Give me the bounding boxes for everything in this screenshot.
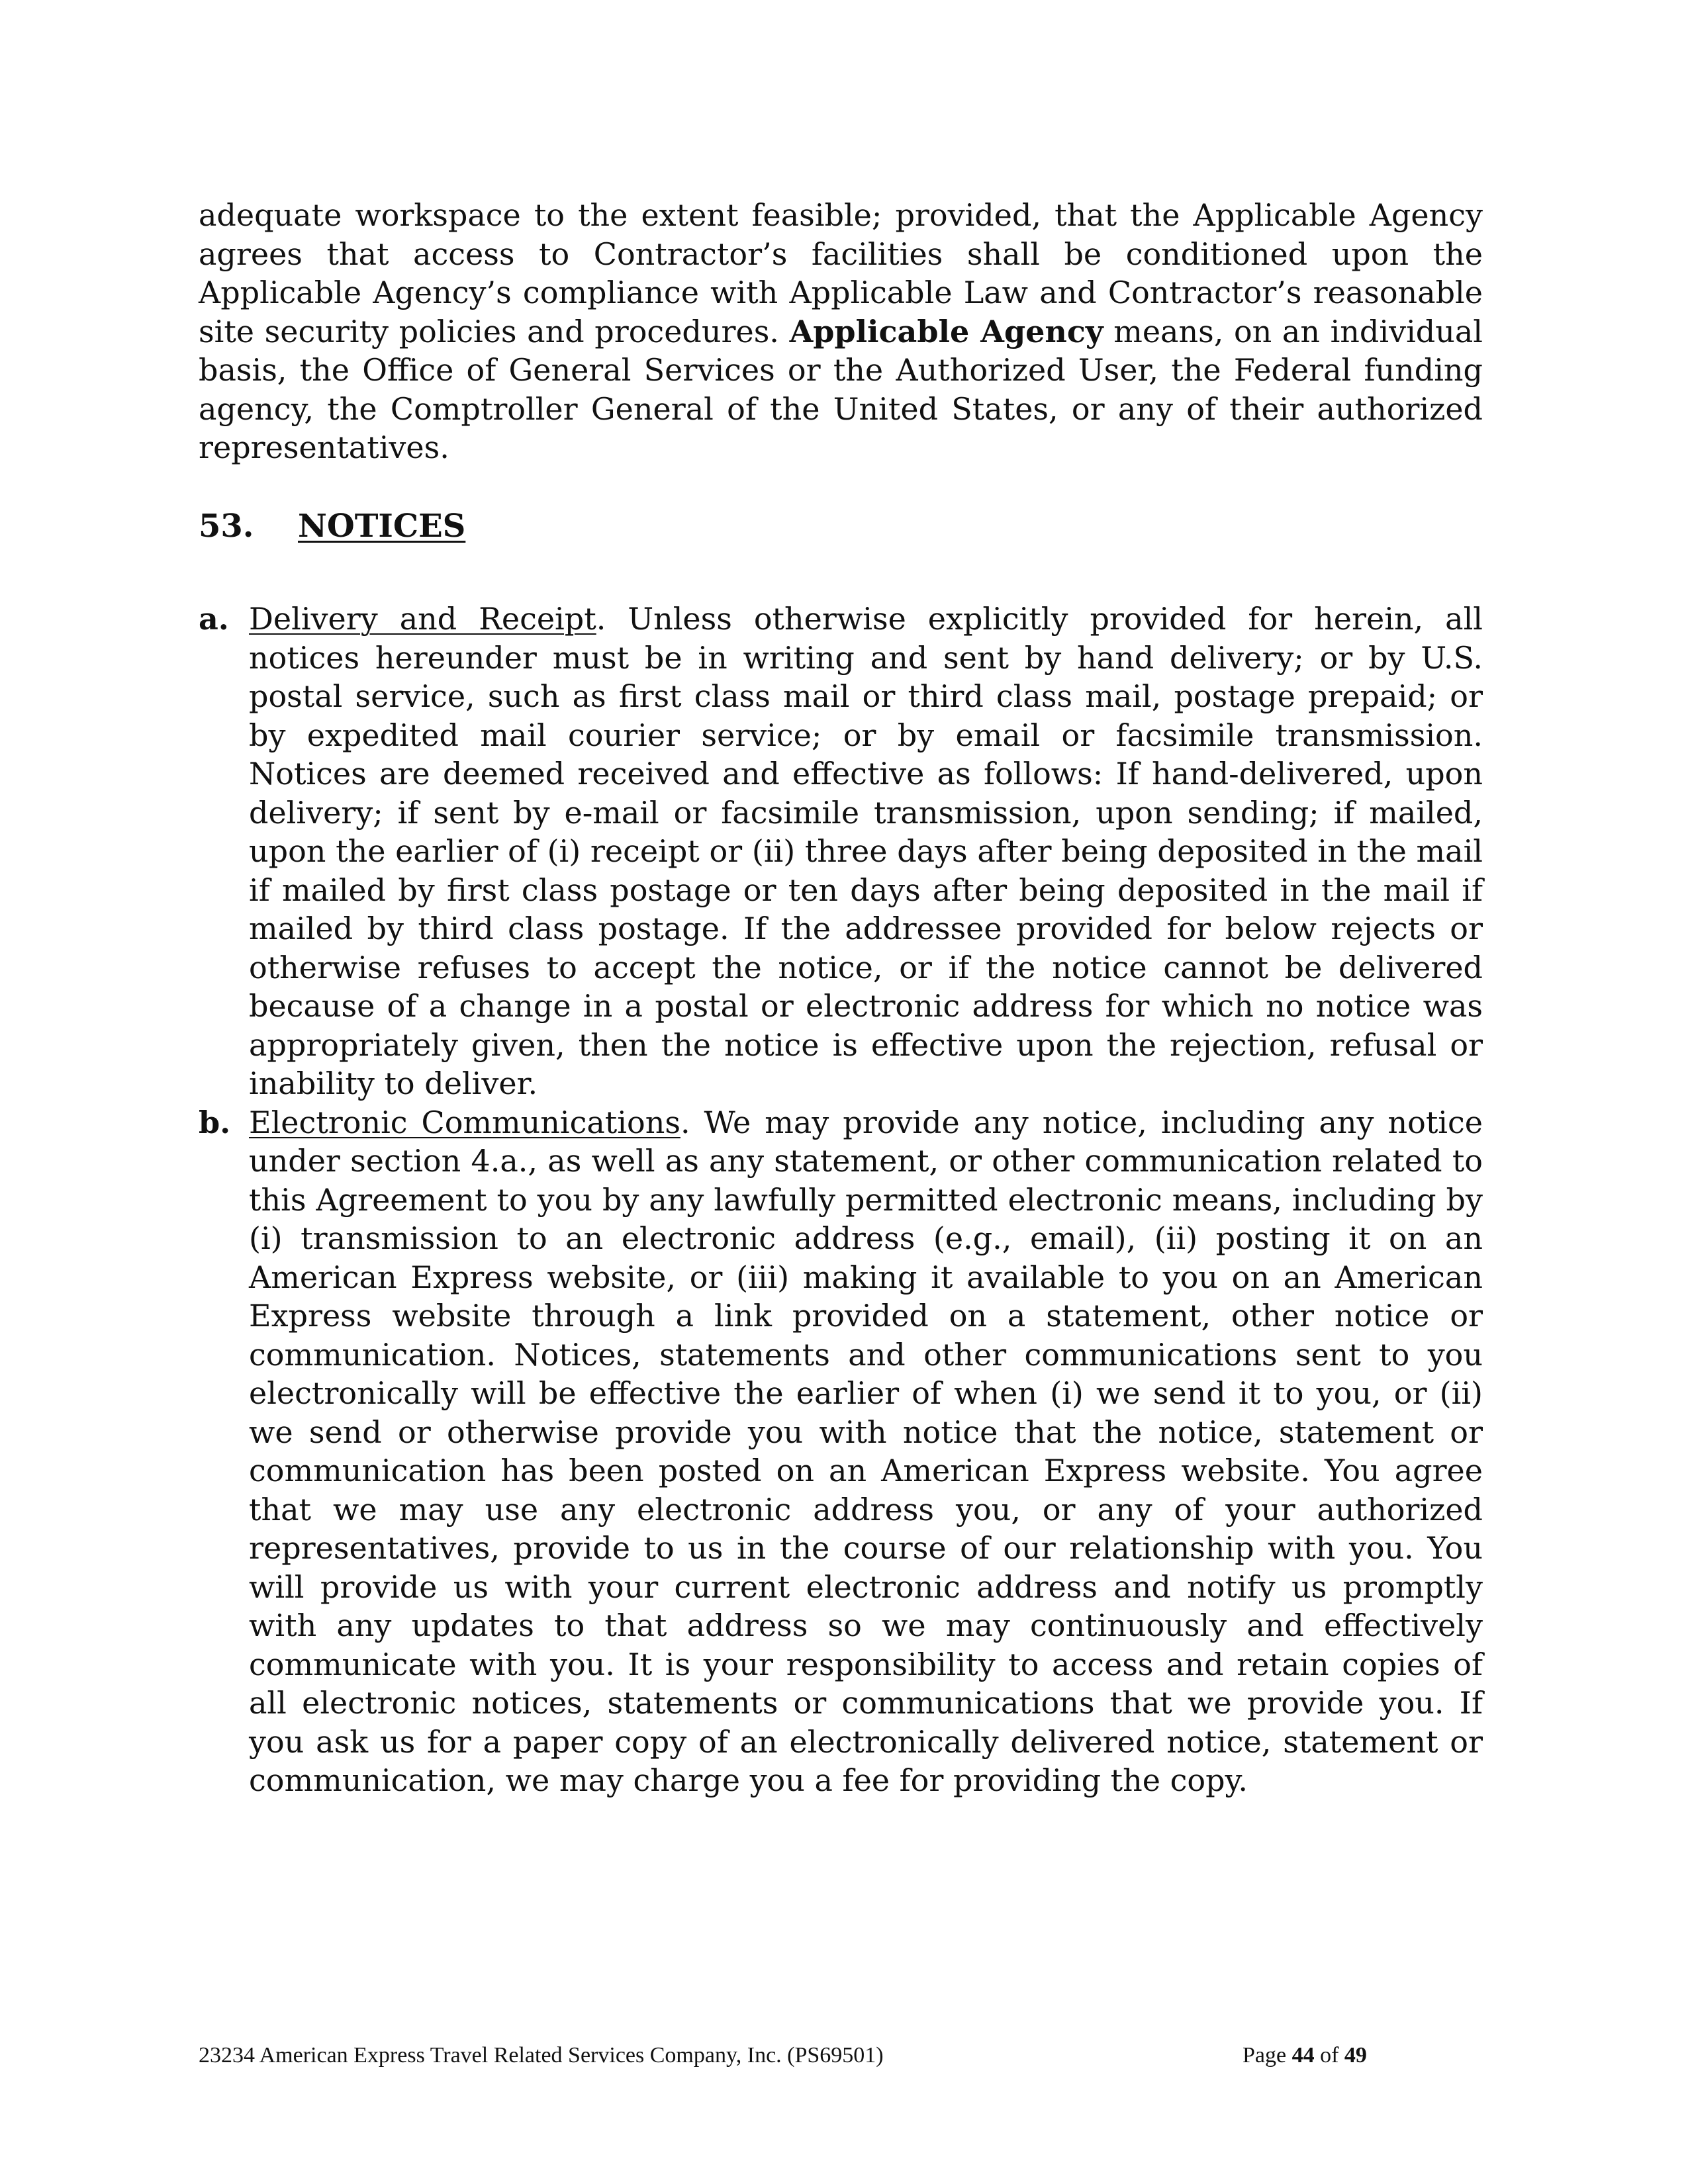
list-item-electronic-communications (199, 1103, 1483, 1800)
intro-paragraph (199, 196, 1483, 467)
page-current: 44 (1291, 2043, 1315, 2068)
list-item-heading: Delivery and Receipt (249, 601, 596, 637)
intro-text-end: means, on an individual basis, the Office of General Services or the Authorized User, the Federal funding agency, the Comptroller General of the United States, or any of their authorized representatives. (199, 313, 1483, 465)
section-number: 53. (199, 507, 254, 545)
page-prefix: Page (1243, 2043, 1292, 2068)
section-title: NOTICES (298, 507, 466, 545)
footer-page-number (1243, 2042, 1367, 2069)
intro-text-start: adequate workspace to the extent feasible; provided, that the Applicable Agency agrees that access to Contractor’s facilities shall be conditioned upon the Applicable Agency’s compliance with Applicable Law and Contractor’s reasonable site security policies and procedures. (199, 197, 1483, 349)
page-of: of (1314, 2043, 1344, 2068)
section-heading (199, 507, 1483, 546)
list-item-letter: a. (199, 601, 229, 637)
notices-list (199, 600, 1483, 1800)
page-total: 49 (1344, 2043, 1367, 2068)
list-item-letter: b. (199, 1104, 231, 1140)
list-item-heading: Electronic Communications (249, 1104, 680, 1140)
defined-term-applicable-agency: Applicable Agency (789, 313, 1103, 349)
document-page (199, 196, 1483, 1800)
list-item-text: . Unless otherwise explicitly provided for herein, all notices hereunder must be in writing and sent by hand delivery; or by U.S. postal service, such as first class mail or third class mail, postage prepaid; or by expedited mail courier service; or by email or facsimile transmission. Notices are deemed received and effective as follows: If hand-delivered, upon delivery; if sent by e-mail or facsimile transmission, upon sending; if mailed, upon the earlier of (i) receipt or (ii) three days after being deposited in the mail if mailed by first class postage or ten days after being deposited in the mail if mailed by third class postage. If the addressee provided for below rejects or otherwise refuses to accept the notice, or if the notice cannot be delivered because of a change in a postal or electronic address for which no notice was appropriately given, then the notice is effective upon the rejection, refusal or inability to deliver. (249, 601, 1483, 1101)
footer-company: 23234 American Express Travel Related Services Company, Inc. (PS69501) (199, 2043, 884, 2068)
list-item-delivery-and-receipt (199, 600, 1483, 1103)
list-item-text: . We may provide any notice, including any notice under section 4.a., as well as any statement, or other communication related to this Agreement to you by any lawfully permitted electronic means, including by (i) transmission to an electronic address (e.g., email), (ii) posting it on an American Express website, or (iii) making it available to you on an American Express website through a link provided on a statement, other notice or communication. Notices, statements and other communications sent to you electronically will be effective the earlier of when (i) we send it to you, or (ii) we send or otherwise provide you with notice that the notice, statement or communication has been posted on an American Express website. You agree that we may use any electronic address you, or any of your authorized representatives, provide to us in the course of our relationship with you. You will provide us with your current electronic address and notify us promptly with any updates to that address so we may continuously and effectively communicate with you. It is your responsibility to access and retain copies of all electronic notices, statements or communications that we provide you. If you ask us for a paper copy of an electronically delivered notice, statement or communication, we may charge you a fee for providing the copy. (249, 1104, 1483, 1798)
